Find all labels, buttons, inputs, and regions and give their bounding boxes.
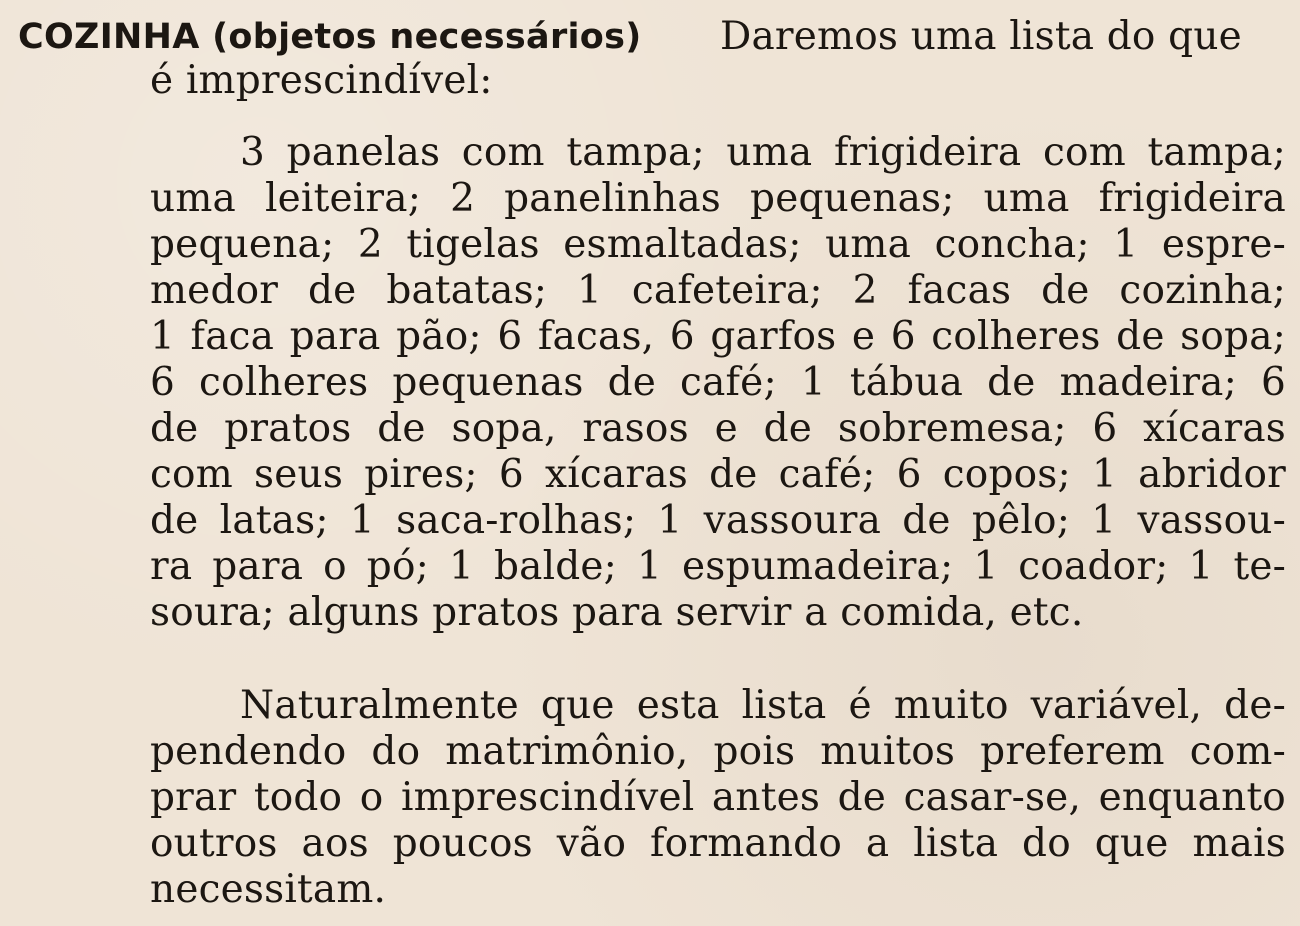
paragraph-1-last-line: soura; alguns pratos para servir a comida, etc. <box>150 590 1084 635</box>
paragraph-2-line: Naturalmente que esta lista é muito variável, de- <box>240 683 1286 728</box>
intro-line-1: Daremos uma lista do que <box>720 14 1242 59</box>
paragraph-2-line: prar todo o imprescindível antes de casar-se, enquanto <box>150 775 1286 820</box>
paragraph-1-line: 3 panelas com tampa; uma frigideira com tampa; <box>240 130 1286 175</box>
paragraph-1-line: 6 colheres pequenas de café; 1 tábua de madeira; 6 <box>150 360 1286 405</box>
paragraph-2-last-line: necessitam. <box>150 867 387 912</box>
section-heading: COZINHA (objetos necessários) <box>18 17 642 57</box>
paragraph-1-line: com seus pires; 6 xícaras de café; 6 copos; 1 abridor <box>150 452 1286 497</box>
paragraph-1-line: uma leiteira; 2 panelinhas pequenas; uma frigideira <box>150 176 1286 221</box>
paragraph-1-line: 1 faca para pão; 6 facas, 6 garfos e 6 colheres de sopa; <box>150 314 1286 359</box>
paragraph-1-line: ra para o pó; 1 balde; 1 espumadeira; 1 coador; 1 te- <box>150 544 1286 589</box>
paragraph-2-line: outros aos poucos vão formando a lista do que mais <box>150 821 1286 866</box>
intro-line-2: é imprescindível: <box>150 58 493 103</box>
paragraph-1-line: de latas; 1 saca-rolhas; 1 vassoura de pêlo; 1 vassou- <box>150 498 1286 543</box>
paragraph-1-line: de pratos de sopa, rasos e de sobremesa; 6 xícaras <box>150 406 1286 451</box>
paragraph-2-line: pendendo do matrimônio, pois muitos preferem com- <box>150 729 1286 774</box>
paragraph-1-line: medor de batatas; 1 cafeteira; 2 facas de cozinha; <box>150 268 1286 313</box>
paragraph-1-line: pequena; 2 tigelas esmaltadas; uma concha; 1 espre- <box>150 222 1286 267</box>
